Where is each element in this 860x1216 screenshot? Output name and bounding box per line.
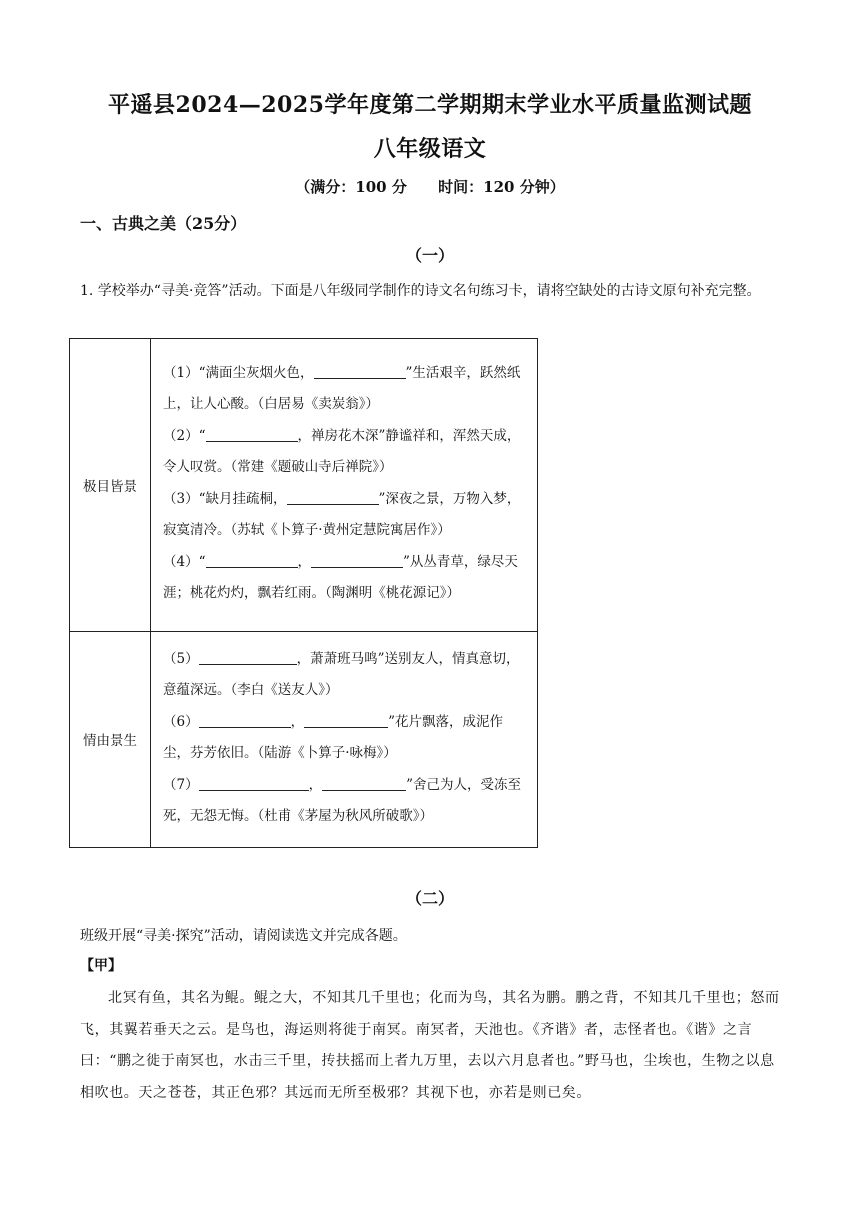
answer-blank[interactable] xyxy=(314,362,406,379)
answer-blank[interactable] xyxy=(199,711,291,728)
passage-label-jia: 【甲】 xyxy=(80,958,122,974)
answer-blank[interactable] xyxy=(206,425,298,442)
fill-item-3: （3）“缺月挂疏桐， ”深夜之景，万物入梦，寂寞清冷。（苏轼《卜算子·黄州定慧院寓居作》） xyxy=(163,484,529,547)
score-time-info: （满分：100 分 时间：120 分钟） xyxy=(295,178,565,196)
answer-blank[interactable] xyxy=(322,774,406,791)
question-1-text: 1. 学校举办“寻美·竞答”活动。下面是八年级同学制作的诗文名句练习卡，请将空缺处的古诗文原句补充完整。 xyxy=(80,283,761,299)
fill-item-5: （5） ，萧萧班马鸣”送别友人，情真意切，意蕴深远。（李白《送友人》） xyxy=(163,644,529,707)
part-one-label: （一） xyxy=(405,246,454,265)
card-row-emotion xyxy=(70,631,538,847)
answer-blank[interactable] xyxy=(304,711,388,728)
part-two-label: （二） xyxy=(405,889,454,908)
fill-item-6: （6） ， ”花片飘落，成泥作尘，芬芳依旧。（陆游《卜算子·咏梅》） xyxy=(163,707,529,770)
part-two-intro: 班级开展“寻美·探究”活动，请阅读选文并完成各题。 xyxy=(80,928,407,944)
fill-item-4: （4）“ ， ”从丛青草，绿尽天涯；桃花灼灼，飘若红雨。（陶渊明《桃花源记》） xyxy=(163,547,529,610)
fill-item-2: （2）“ ，禅房花木深”静谧祥和，浑然天成，令人叹赏。（常建《题破山寺后禅院》） xyxy=(163,421,529,484)
exam-title: 平遥县2024—2025学年度第二学期期末学业水平质量监测试题 xyxy=(108,92,752,118)
answer-blank[interactable] xyxy=(199,648,297,665)
category-label: 情由景生 xyxy=(70,631,151,847)
answer-blank[interactable] xyxy=(206,551,298,568)
fill-item-7: （7） ， ”舍己为人，受冻至死，无怨无悔。（杜甫《茅屋为秋风所破歌》） xyxy=(163,770,529,833)
card-row-scenery xyxy=(70,339,538,632)
passage-jia-text: 北冥有鱼，其名为鲲。鲲之大，不知其几千里也；化而为鸟，其名为鹏。鹏之背，不知其几千里也；怒而飞，其翼若垂天之云。是鸟也，海运则将徙于南冥。南冥者，天池也。《齐谐》者，志怪者也。《谐》之言曰：“鹏之徙于南冥也，水击三千里，抟扶摇而上者九万里，去以六月息者也。”野马也，尘埃也，生物之以息相吹也。天之苍苍，其正色邪？其远而无所至极邪？其视下也，亦若是则已矣。 xyxy=(80,990,780,1101)
category-label: 极目皆景 xyxy=(70,339,151,632)
fill-item-1: （1）“满面尘灰烟火色， ”生活艰辛，跃然纸上，让人心酸。（白居易《卖炭翁》） xyxy=(163,358,529,421)
poem-practice-card xyxy=(69,338,538,848)
answer-blank[interactable] xyxy=(311,551,403,568)
section-heading: 一、古典之美（25分） xyxy=(80,214,247,233)
answer-blank[interactable] xyxy=(287,488,379,505)
exam-subject: 八年级语文 xyxy=(373,136,487,162)
answer-blank[interactable] xyxy=(199,774,309,791)
